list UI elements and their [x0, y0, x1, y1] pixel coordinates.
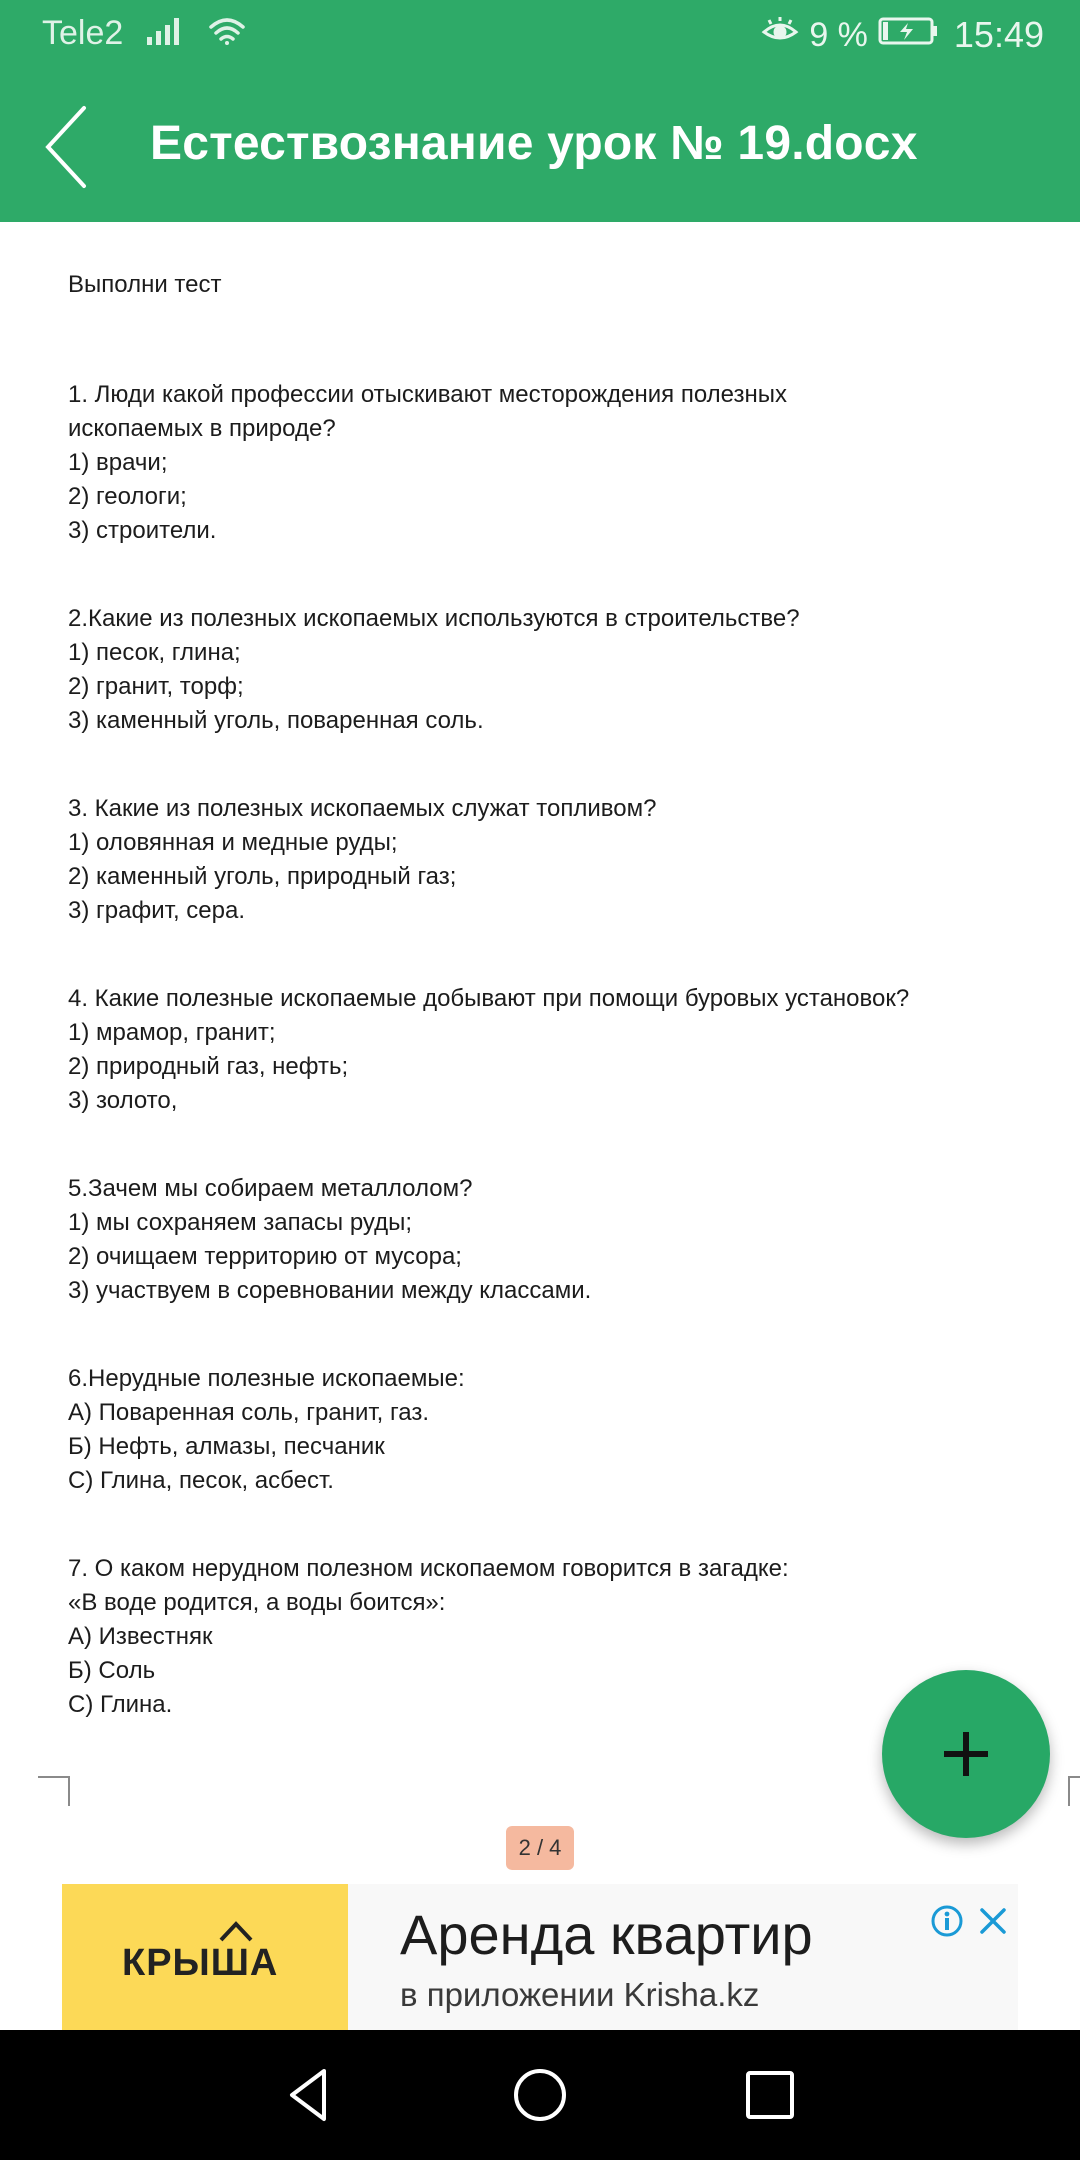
- app-bar: [0, 72, 1080, 222]
- question-line: ископаемых в природе?: [68, 415, 336, 442]
- question-block: [68, 1552, 1028, 1722]
- answer-option: 3) золото,: [68, 1087, 178, 1114]
- answer-option: 3) строители.: [68, 517, 217, 544]
- add-fab-button[interactable]: [882, 1670, 1050, 1838]
- answer-option: А) Поваренная соль, гранит, газ.: [68, 1399, 429, 1426]
- question-line: 5.Зачем мы собираем металлолом?: [68, 1175, 473, 1202]
- answer-option: 2) геологи;: [68, 483, 187, 510]
- question-line: 7. О каком нерудном полезном ископаемом говорится в загадке:: [68, 1555, 789, 1582]
- clock: 15:49: [953, 14, 1044, 55]
- answer-option: 1) мы сохраняем запасы руды;: [68, 1209, 413, 1236]
- question-line: «В воде родится, а воды боится»:: [68, 1589, 446, 1616]
- question-block: [68, 792, 1028, 928]
- wifi-icon: [207, 15, 247, 52]
- back-arrow-icon: [40, 100, 90, 194]
- intro-text: Выполни тест: [68, 271, 222, 298]
- answer-option: 1) оловянная и медные руды;: [68, 829, 398, 856]
- back-triangle-icon: [280, 2065, 340, 2125]
- answer-option: 2) гранит, торф;: [68, 673, 244, 700]
- answer-option: С) Глина, песок, асбест.: [68, 1467, 334, 1494]
- answer-option: 2) природный газ, нефть;: [68, 1053, 349, 1080]
- question-block: [68, 982, 1028, 1118]
- system-nav-bar: [0, 2030, 1080, 2160]
- ad-logo: [62, 1884, 348, 2030]
- question-line: 3. Какие из полезных ископаемых служат топливом?: [68, 795, 657, 822]
- question-line: 6.Нерудные полезные ископаемые:: [68, 1365, 465, 1392]
- nav-recents-button[interactable]: [740, 2065, 800, 2125]
- answer-option: 1) врачи;: [68, 449, 168, 476]
- answer-option: А) Известняк: [68, 1623, 213, 1650]
- close-icon: [976, 1904, 1010, 1938]
- answer-option: 3) участвуем в соревновании между классами.: [68, 1277, 592, 1304]
- page-corner-mark: [1068, 1776, 1080, 1806]
- info-icon: [930, 1904, 964, 1938]
- plus-icon: [944, 1732, 988, 1776]
- answer-option: 3) графит, сера.: [68, 897, 245, 924]
- page-corner-mark: [38, 1776, 70, 1806]
- ad-subtext: в приложении Krisha.kz: [400, 1976, 760, 2013]
- question-line: 2.Какие из полезных ископаемых используются в строительстве?: [68, 605, 800, 632]
- ad-logo-text: КРЫША: [122, 1942, 279, 1984]
- question-block: [68, 1362, 1028, 1498]
- ad-banner[interactable]: [62, 1884, 1018, 2030]
- ad-headline: Аренда квартир: [400, 1903, 813, 1966]
- page-indicator: 2 / 4: [506, 1826, 574, 1870]
- battery-percent: 9 %: [809, 15, 868, 54]
- document-title: Естествознание урок № 19.docx: [150, 117, 918, 170]
- answer-option: 2) очищаем территорию от мусора;: [68, 1243, 462, 1270]
- carrier-name: Tele2: [42, 14, 124, 52]
- ad-close-button[interactable]: [976, 1904, 1010, 1938]
- roof-icon: [219, 1920, 253, 1942]
- document-page: [68, 268, 1028, 1776]
- home-circle-icon: [510, 2065, 570, 2125]
- recents-square-icon: [740, 2065, 800, 2125]
- answer-option: 1) мрамор, гранит;: [68, 1019, 276, 1046]
- answer-option: С) Глина.: [68, 1691, 173, 1718]
- back-button[interactable]: [40, 100, 120, 194]
- battery-charging-icon: [878, 16, 940, 55]
- answer-option: 1) песок, глина;: [68, 639, 241, 666]
- nav-back-button[interactable]: [280, 2065, 340, 2125]
- question-block: [68, 1172, 1028, 1308]
- eye-comfort-icon: [761, 16, 799, 55]
- signal-icon: [145, 15, 185, 52]
- ad-info-button[interactable]: [930, 1904, 964, 1938]
- nav-home-button[interactable]: [510, 2065, 570, 2125]
- question-line: 1. Люди какой профессии отыскивают месторождения полезных: [68, 381, 787, 408]
- answer-option: 2) каменный уголь, природный газ;: [68, 863, 457, 890]
- answer-option: Б) Нефть, алмазы, песчаник: [68, 1433, 385, 1460]
- question-block: [68, 602, 1028, 738]
- question-line: 4. Какие полезные ископаемые добывают при помощи буровых установок?: [68, 985, 910, 1012]
- status-bar: [0, 0, 1080, 72]
- answer-option: 3) каменный уголь, поваренная соль.: [68, 707, 484, 734]
- question-block: [68, 378, 1028, 548]
- answer-option: Б) Соль: [68, 1657, 156, 1684]
